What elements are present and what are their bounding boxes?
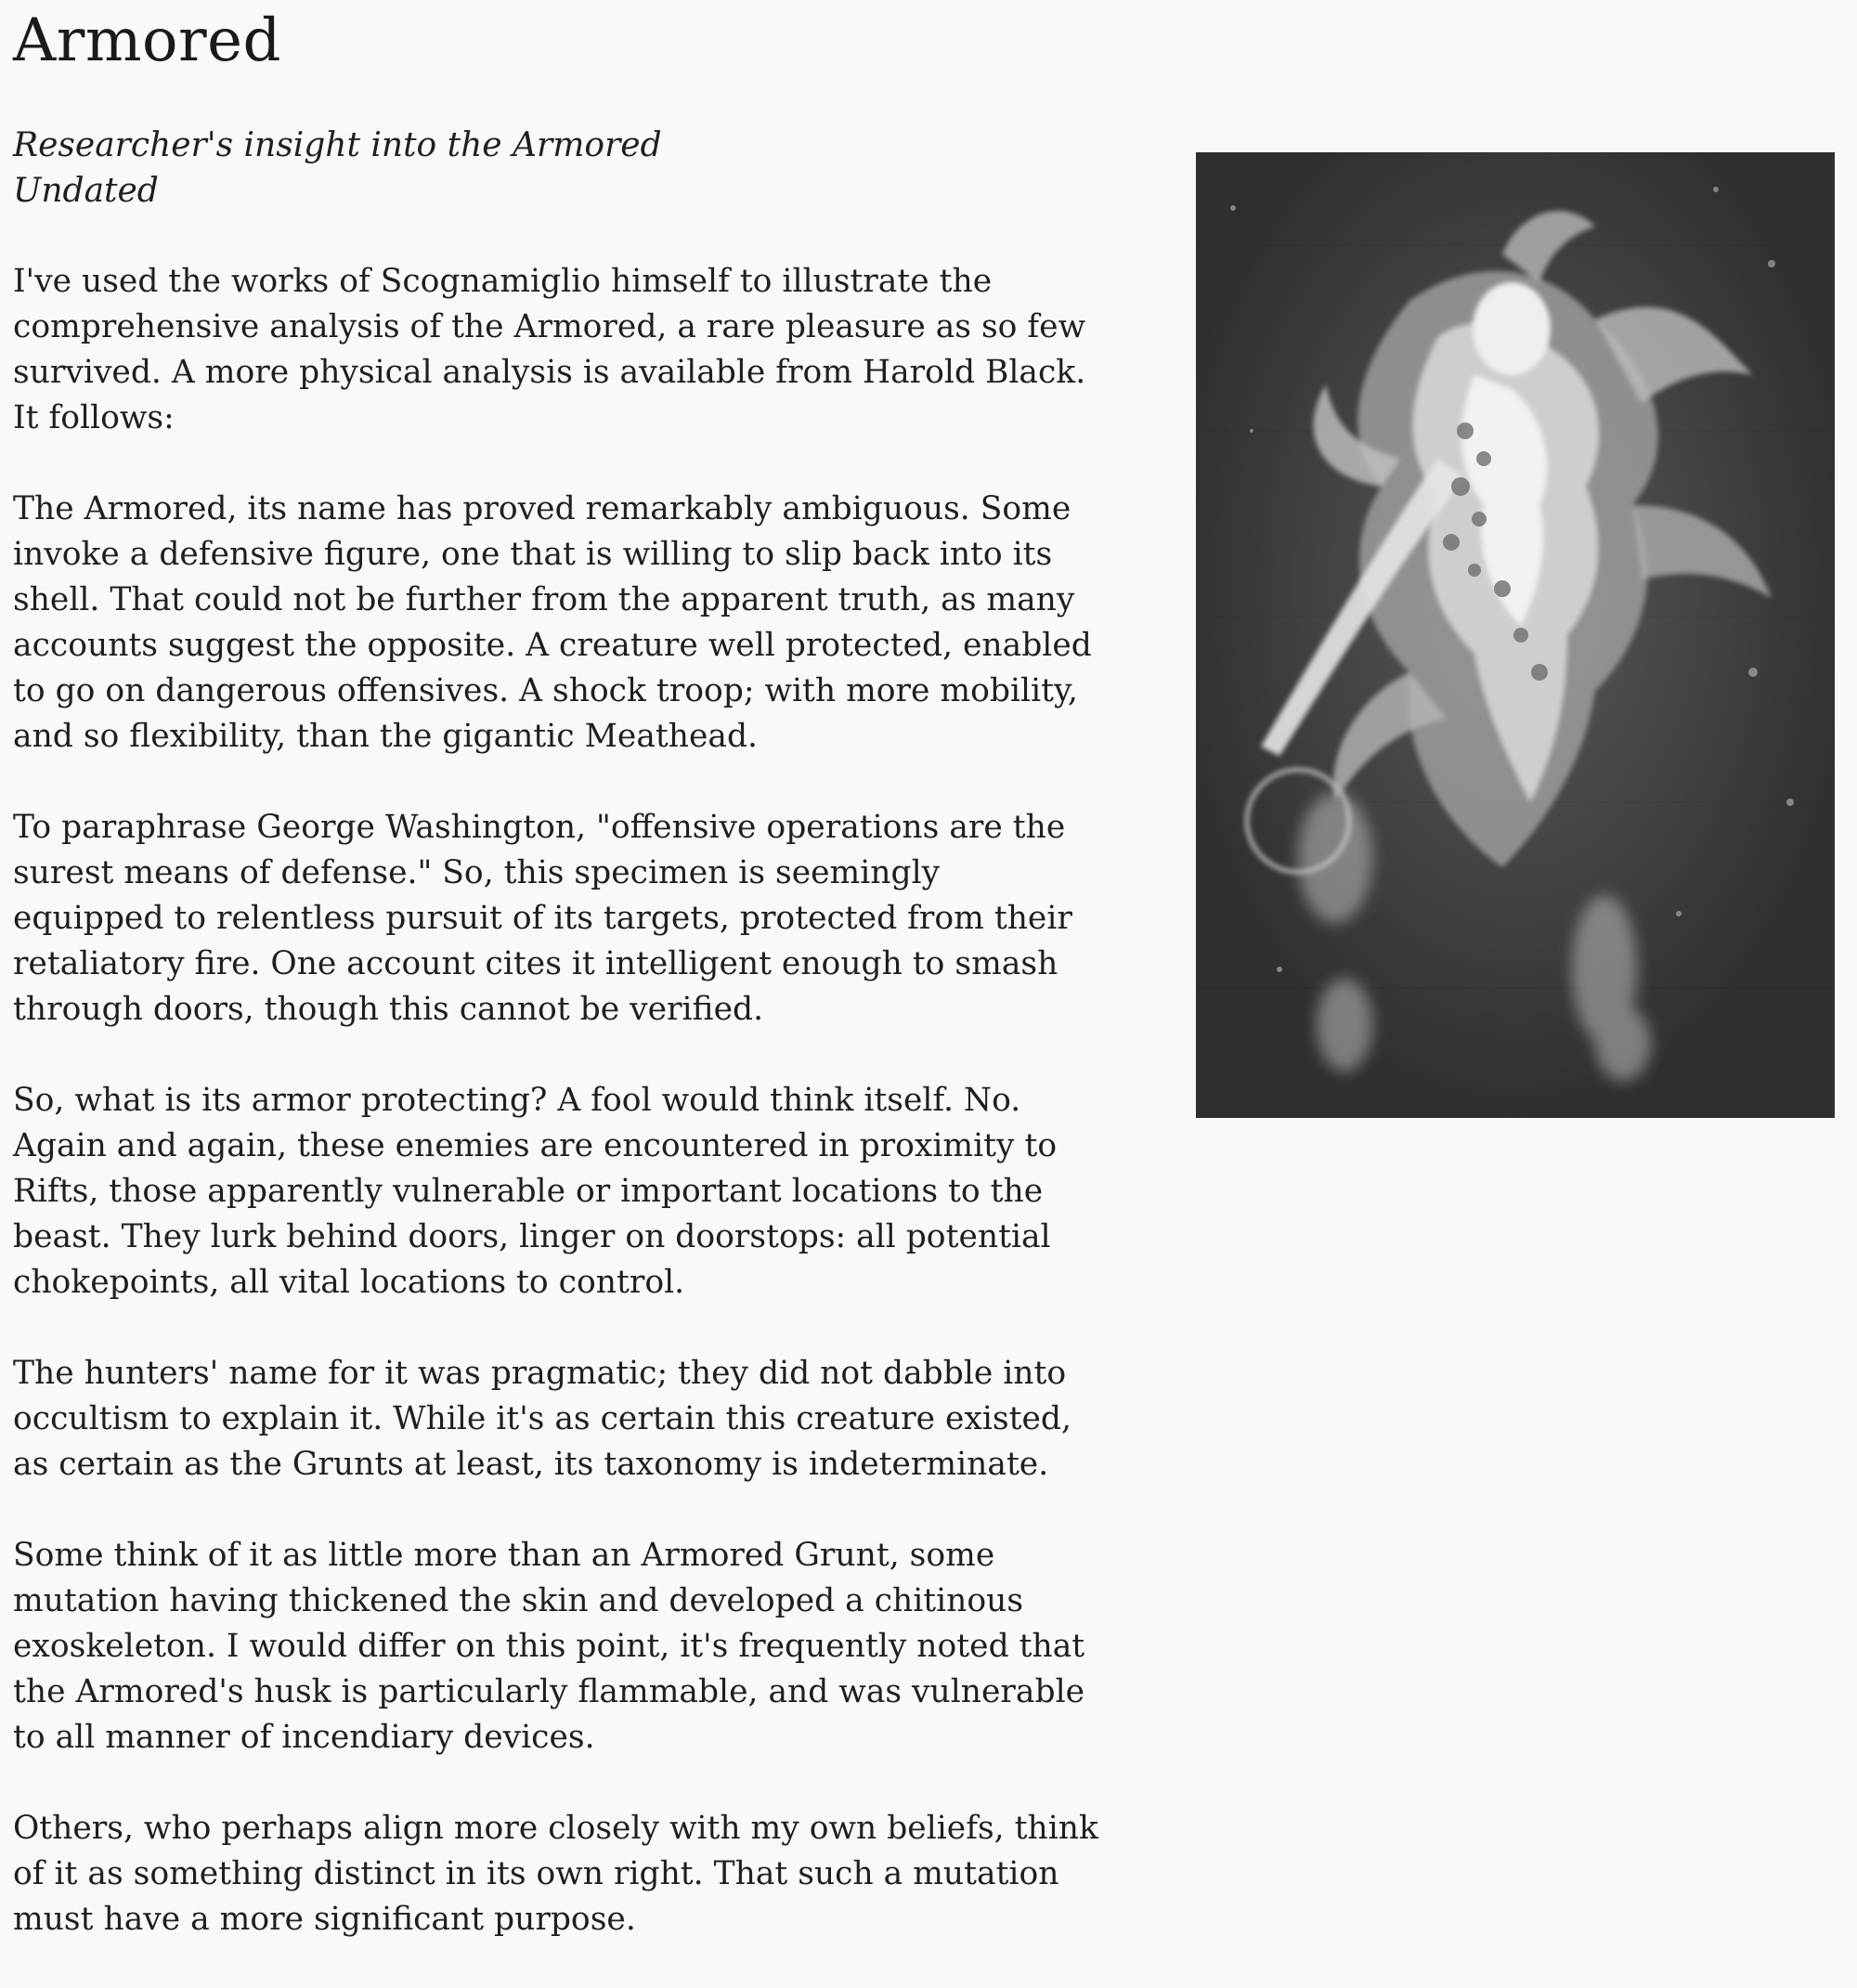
paragraph-3: To paraphrase George Washington, "offensive operations are the surest means of defense." So, this specimen is seemingly equipped to relentless pursuit of its targets, protected from their retaliatory fire. One account cites it intelligent enough to smash through doors, though this cannot be verified. <box>13 809 1072 1028</box>
subtitle-line: Researcher's insight into the Armored <box>13 126 662 164</box>
subtitle-block <box>13 123 1109 214</box>
paragraph-4: So, what is its armor protecting? A fool would think itself. No. Again and again, these enemies are encountered in proximity to Rifts, those apparently vulnerable or important locations to the beast. They lurk behind doors, linger on doorstops: all potential chokepoints, all vital locations to control. <box>13 1082 1058 1301</box>
article <box>13 0 1109 1988</box>
creature-illustration <box>1196 152 1835 1118</box>
paragraph-6: Some think of it as little more than an Armored Grunt, some mutation having thickened the skin and developed a chitinous exoskeleton. I would differ on this point, it's frequently noted that the Armored's husk is particularly flammable, and was vulnerable to all manner of incendiary devices. <box>13 1537 1085 1756</box>
date-line: Undated <box>13 172 159 210</box>
paragraph-7: Others, who perhaps align more closely with my own beliefs, think of it as something distinct in its own right. That such a mutation must have a more significant purpose. <box>13 1810 1098 1938</box>
paragraph-2: The Armored, its name has proved remarkably ambiguous. Some invoke a defensive figure, one that is willing to slip back into its shell. That could not be further from the apparent truth, as many accounts suggest the opposite. A creature well protected, enabled to go on dangerous offensives. A shock troop; with more mobility, and so flexibility, than the gigantic Meathead. <box>13 490 1092 755</box>
paragraph-1: I've used the works of Scognamiglio himself to illustrate the comprehensive analysis of the Armored, a rare pleasure as so few survived. A more physical analysis is available from Harold Black. It follows: <box>13 263 1086 436</box>
body-text <box>13 259 1109 1943</box>
creature-illustration-icon <box>1196 152 1835 1118</box>
paragraph-5: The hunters' name for it was pragmatic; they did not dabble into occultism to explain it. While it's as certain this creature existed, as certain as the Grunts at least, its taxonomy is indeterminate. <box>13 1355 1071 1483</box>
page-title: Armored <box>13 6 281 75</box>
